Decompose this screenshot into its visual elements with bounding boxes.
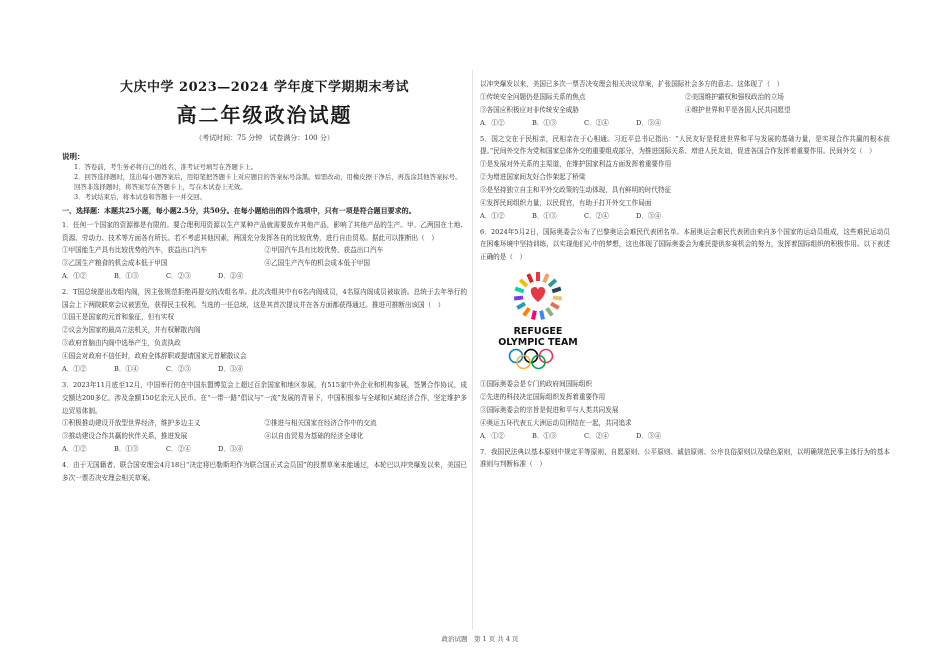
option: ①积极推动建设开放型世界经济，维护多边主义 — [62, 419, 201, 428]
question-4-choices — [480, 117, 890, 130]
question-4-continued: 以冲突爆发以来，美国已多次一票否决安理会相关决议草案，扩张国际社会多方的意志。这体现了（ ） — [480, 80, 784, 88]
option: ②甲国汽车具有比较优势，获益出口汽车 — [264, 246, 384, 255]
option: ①甲国能生产具有比较优势的汽车，获益出口汽车 — [62, 246, 208, 255]
question-4-options — [480, 91, 890, 117]
question-2-stem: 2．T国总统提出改组内阁，因主张规范拒绝再提交的改组名单。此次改组其中有6名内阁成员，4名原内阁成员被取消。总统于去年举行的国会上下两院联席会议被罢免，获得民主权利。当选的一任总统，这是其首次提议并在各方面都获得通过。推进可推断出该国（ ） — [62, 288, 467, 309]
choice-c: C．②④ — [166, 445, 191, 454]
question-2-choices — [62, 363, 467, 376]
exam-meta: （考试时间：75 分钟 试卷满分：100 分） — [195, 134, 334, 142]
option: ①国王是国家的元首和象征，但有实权 — [62, 313, 175, 322]
question-1-options — [62, 244, 467, 270]
choice-c: C．②③ — [166, 365, 191, 374]
question-5-stem: 5．国之交在于民相亲，民相亲在于心相通。习近平总书记指出：“人民友好是促进世界和平与发展的基础力量，是实现合作共赢的根本前提。”民间外交作为党和国家总体外交的重要组成部分，为推进国际关系、增进人民友谊，促进各国合作发挥着重要作用。民间外交（ ） — [480, 134, 890, 156]
option: ④发挥民间组织力量，以民促官，有助于打开外交工作局面 — [480, 198, 652, 207]
choice-b: B．①③ — [114, 272, 139, 281]
right-column — [480, 78, 890, 471]
choice-d: D．③④ — [636, 431, 662, 440]
question-3-options — [62, 417, 467, 443]
logo-text-line-1: REFUGEE — [513, 325, 563, 337]
choice-d: D．③④ — [218, 365, 244, 374]
refugee-olympic-team-logo — [498, 270, 578, 374]
option: ①传统安全问题仍是国际关系的焦点 — [480, 92, 586, 101]
option: ③推动建设合作共赢的伙伴关系，推进发展 — [62, 432, 188, 441]
choice-d: D．③④ — [218, 445, 244, 454]
choice-b: B．①③ — [532, 118, 557, 127]
option: ①国际奥委会是专门的政府间国际组织 — [480, 379, 593, 388]
section-heading: 一、选择题：本题共25小题，每小题2.5分，共50分。在每小题给出的四个选项中，只有一项是符合题目要求的。 — [62, 206, 416, 215]
note-item: 1．答卷前，考生务必将自己的姓名、准考证号填写在答题卡上。 — [74, 163, 258, 171]
option: ③各国应积极应对非传统安全威胁 — [480, 105, 579, 114]
choice-d: D．③④ — [636, 211, 662, 220]
choice-a: A．①② — [480, 431, 505, 440]
choice-a: A．①② — [62, 365, 87, 374]
choice-c: C．②④ — [584, 118, 609, 127]
choice-b: B．①③ — [532, 211, 557, 220]
option: ③国际奥委会的宗旨是促进和平与人类共同发展 — [480, 405, 619, 414]
option: ④奥运五环代表五大洲运动员团结在一起，共同追求 — [480, 418, 632, 427]
question-1-stem: 1．任何一个国家的资源都是有限的。要合理利用资源以生产某种产品就需要放弃其他产品，影响了其他产品的生产。甲、乙两国在土地、资源、劳动力、技术等方面各有所长。若不考虑其他因素，两国充分发挥各自的比较优势，进行自由贸易。据此可以推断出（ ） — [62, 221, 467, 242]
choice-d: D．②④ — [218, 272, 244, 281]
question-3-stem: 3．2023年11月底至12月，中国举行的在中国东盟博览会上超过百余国家和地区参展，有515家中外企业和机构参展，签署合作协议，成交额达200多亿，涉及金额150亿余元人民币。在“一带一路”倡议与“一流”发展的背景下，中国积极参与全球和区域经济合作，坚定维护多边贸易体制。 — [62, 381, 467, 415]
question-5-choices — [480, 210, 890, 223]
question-4-stem: 4．由于无国籍者、联合国安理会4月18日“决定将巴勒斯坦作为联合国正式会员国”的投票草案未能通过，本轮巴以冲突爆发以来，美国已多次一票否决安理会相关草案。 — [62, 461, 467, 482]
question-3-choices — [62, 443, 467, 456]
option: ②为增进国家间友好合作架起了桥梁 — [480, 172, 586, 181]
option: ④乙国生产汽车的机会成本低于甲国 — [264, 259, 370, 268]
question-6-choices — [480, 430, 890, 443]
choice-c: C．②④ — [584, 211, 609, 220]
note-item: 3．考试结束后，将本试卷和答题卡一并交回。 — [74, 193, 206, 201]
choice-a: A．①② — [62, 272, 87, 281]
choice-a: A．①② — [480, 211, 505, 220]
choice-a: A．①② — [62, 445, 87, 454]
column-divider — [472, 70, 473, 630]
option: ④维护世界和平是各国人民共同愿望 — [685, 105, 791, 114]
option: ④以自由贸易为基础的经济全球化 — [264, 432, 364, 441]
choice-c: C．②③ — [166, 272, 191, 281]
option: ①是发展对外关系的主渠道，在维护国家利益方面发挥着重要作用 — [480, 159, 672, 168]
choice-b: B．①④ — [114, 365, 139, 374]
choice-c: C．②④ — [584, 431, 609, 440]
option: ③政府首脑由内阁中选举产生，负责执政 — [62, 339, 181, 348]
choice-b: B．①③ — [532, 431, 557, 440]
option: ③乙国生产粮食的机会成本低于甲国 — [62, 259, 168, 268]
option: ②推进与相关国家在经济合作中的交流 — [264, 419, 377, 428]
left-column — [62, 70, 467, 484]
option: ②先进的科技决定国际组织发挥着重要作用 — [480, 392, 606, 401]
option: ②美国维护霸权和强权政治的立场 — [685, 92, 784, 101]
option: ③是坚持独立自主和平外交政策的生动体现，具有鲜明的时代特征 — [480, 185, 672, 194]
logo-text-line-2: OLYMPIC TEAM — [498, 336, 578, 348]
exam-subtitle: 高二年级政治试题 — [176, 103, 353, 127]
exam-title: 大庆中学 2023—2024 学年度下学期期末考试 — [120, 80, 409, 95]
question-1-choices — [62, 270, 467, 283]
option: ②议会为国家的最高立法机关，并有权解散内阁 — [62, 326, 201, 335]
choice-b: B．①③ — [114, 445, 139, 454]
note-item: 2．回答选择题时，选出每小题答案后，用铅笔把答题卡上对应题目的答案标号涂黑。如需改动，用橡皮擦干净后，再选涂其他答案标号。回答非选择题时，将答案写在答题卡上，写在本试卷上无效。 — [74, 173, 462, 191]
page-footer: 政治试题 第 1 页 共 4 页 — [441, 635, 519, 643]
option: ④国会对政府不信任时，政府全体辞职或提请国家元首解散议会 — [62, 352, 247, 361]
question-7-stem: 7．我国民法典以基本原则中规定平等原则、自愿原则、公平原则、诚信原则、公序良俗原则以及绿色原则，以明确规范民事主体行为的基本准则与判断标准（ ） — [480, 447, 890, 469]
question-6-stem: 6．2024年5月2日，国际奥委会公布了巴黎奥运会难民代表团名单。本届奥运会难民代表团由来自多个国家的运动员组成，这些难民运动员在困难环境中坚持训练，以实现他们心中的梦想，这也体现了国际奥委会为难民提供参赛机会的努力，发挥着国际组织的积极作用。以下表述正确的是（ ） — [480, 227, 890, 261]
refugee-logo-ring-icon — [498, 270, 578, 326]
notes-heading: 说明： — [62, 152, 85, 161]
olympic-rings-icon — [498, 348, 578, 370]
choice-d: D．③④ — [636, 118, 662, 127]
choice-a: A．①② — [480, 118, 505, 127]
